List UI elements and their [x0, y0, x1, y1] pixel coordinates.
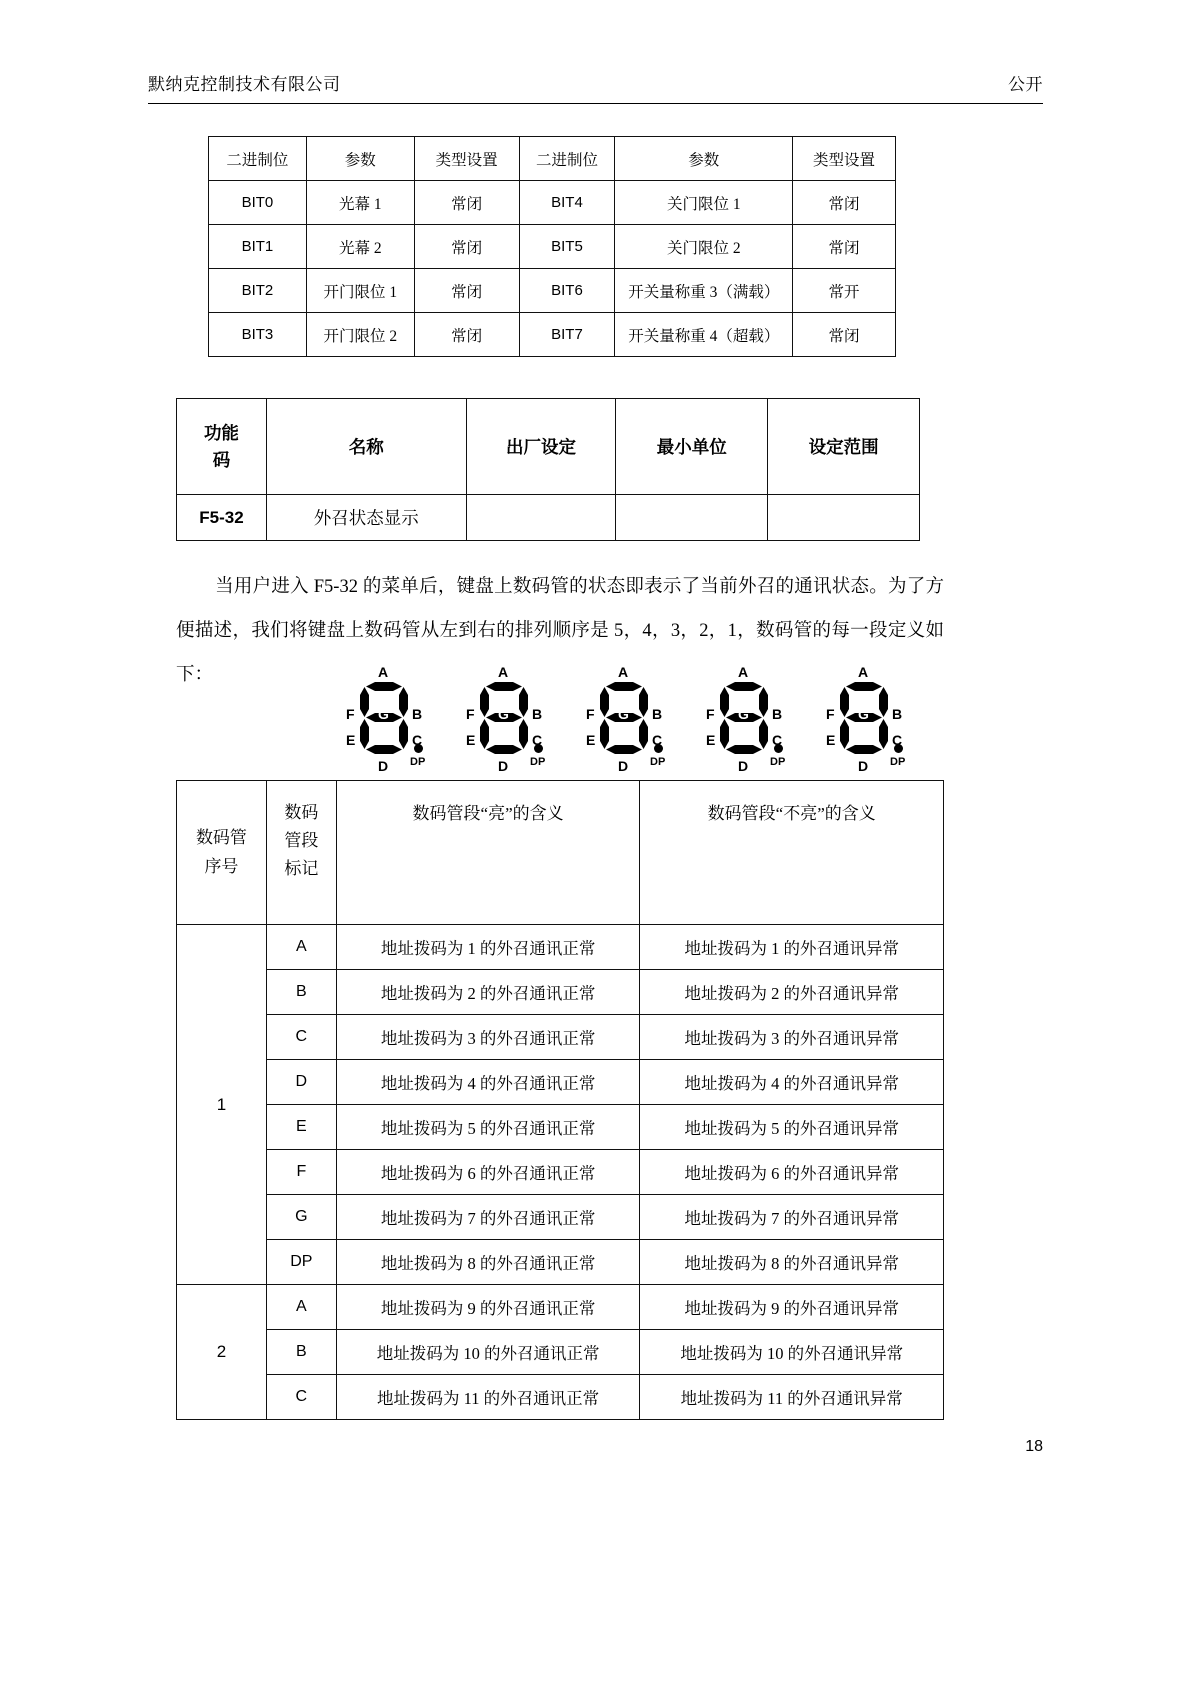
- table-row: [177, 1015, 944, 1060]
- segment-b-icon: [399, 687, 408, 717]
- header-classification: 公开: [1008, 75, 1043, 94]
- segment-d-icon: [606, 745, 642, 754]
- segment-f-icon: [480, 687, 489, 717]
- segment-label-a: A: [618, 664, 629, 680]
- bit-type: 常闭: [793, 225, 896, 269]
- segment-label-e: E: [586, 732, 596, 748]
- seven-segment-digit-1: [820, 662, 912, 774]
- segment-d-icon: [846, 745, 882, 754]
- function-code-factory-default: [466, 495, 616, 541]
- page-number: 18: [1025, 1438, 1043, 1455]
- bit-id: BIT1: [209, 225, 307, 269]
- segment-f-icon: [840, 687, 849, 717]
- segment-label-g: G: [618, 706, 629, 722]
- bit-table: [208, 136, 896, 357]
- col-header-segment-on: 数码管段“亮”的含义: [336, 781, 640, 925]
- bit-parameter: 光幕 2: [306, 225, 414, 269]
- segment-label-d: D: [498, 758, 509, 774]
- table-row: [177, 1060, 944, 1105]
- segment-label-b: B: [412, 706, 423, 722]
- header-divider: [148, 103, 1043, 104]
- segment-off-meaning: 地址拨码为 10 的外召通讯异常: [640, 1330, 944, 1375]
- col-header-unit: 最小单位: [616, 399, 768, 495]
- col-header-parameter-2: 参数: [615, 137, 793, 181]
- segment-c-icon: [519, 719, 528, 749]
- segment-f-icon: [600, 687, 609, 717]
- segment-label-g: G: [858, 706, 869, 722]
- segment-label-g: G: [498, 706, 509, 722]
- function-code-table-container: [176, 398, 920, 541]
- segment-f-icon: [360, 687, 369, 717]
- segment-on-meaning: 地址拨码为 4 的外召通讯正常: [336, 1060, 640, 1105]
- table-row: [177, 970, 944, 1015]
- segment-label-g: G: [378, 706, 389, 722]
- segment-a-icon: [606, 682, 642, 691]
- segment-d-icon: [726, 745, 762, 754]
- segment-d-icon: [366, 745, 402, 754]
- segment-label-d: D: [858, 758, 869, 774]
- segment-on-meaning: 地址拨码为 6 的外召通讯正常: [336, 1150, 640, 1195]
- col-header-segment-mark-line2: 管段: [284, 831, 319, 851]
- segment-label-d: D: [738, 758, 749, 774]
- segment-label-b: B: [532, 706, 543, 722]
- segment-label-dp: DP: [770, 756, 786, 768]
- segment-label-dp: DP: [410, 756, 426, 768]
- paragraph-text: 当用户进入 F5-32 的菜单后，键盘上数码管的状态即表示了当前外召的通讯状态。为了方便描述，我们将键盘上数码管从左到右的排列顺序是 5，4，3，2，1，数码管的每一段定义如下：: [176, 577, 944, 685]
- bit-type: 常闭: [414, 269, 519, 313]
- segment-mark: E: [266, 1105, 336, 1150]
- col-header-digit-index-line2: 序号: [204, 856, 239, 876]
- table-header-row: [177, 399, 920, 495]
- segment-off-meaning: 地址拨码为 9 的外召通讯异常: [640, 1285, 944, 1330]
- col-header-function-code: [177, 399, 267, 495]
- bit-parameter: 开门限位 2: [306, 313, 414, 357]
- segment-meaning-table: [176, 780, 944, 1420]
- segment-mark: B: [266, 1330, 336, 1375]
- col-header-factory: 出厂设定: [466, 399, 616, 495]
- segment-on-meaning: 地址拨码为 10 的外召通讯正常: [336, 1330, 640, 1375]
- bit-id: BIT5: [519, 225, 615, 269]
- segment-off-meaning: 地址拨码为 8 的外召通讯异常: [640, 1240, 944, 1285]
- seven-segment-digit-3: [580, 662, 672, 774]
- bit-id: BIT6: [519, 269, 615, 313]
- segment-off-meaning: 地址拨码为 7 的外召通讯异常: [640, 1195, 944, 1240]
- segment-a-icon: [486, 682, 522, 691]
- segment-off-meaning: 地址拨码为 5 的外召通讯异常: [640, 1105, 944, 1150]
- segment-mark: A: [266, 1285, 336, 1330]
- table-header-row: [209, 137, 896, 181]
- col-header-digit-index: [177, 781, 267, 925]
- segment-meaning-table-container: [176, 780, 944, 1420]
- segment-mark: B: [266, 970, 336, 1015]
- col-header-function-code-line2: 码: [212, 449, 231, 470]
- digit-index-cell: 2: [177, 1285, 267, 1420]
- bit-parameter: 开关量称重 3（满载）: [615, 269, 793, 313]
- segment-e-icon: [840, 719, 849, 749]
- table-row: [177, 1330, 944, 1375]
- segment-label-c: C: [412, 732, 423, 748]
- segment-f-icon: [720, 687, 729, 717]
- table-row: [209, 181, 896, 225]
- segment-b-icon: [639, 687, 648, 717]
- segment-label-c: C: [892, 732, 903, 748]
- table-row: [177, 1375, 944, 1420]
- segment-off-meaning: 地址拨码为 4 的外召通讯异常: [640, 1060, 944, 1105]
- segment-e-icon: [720, 719, 729, 749]
- table-row: [177, 495, 920, 541]
- table-row: [177, 1150, 944, 1195]
- segment-mark: G: [266, 1195, 336, 1240]
- bit-parameter: 关门限位 1: [615, 181, 793, 225]
- seven-segment-digit-4: [460, 662, 552, 774]
- segment-off-meaning: 地址拨码为 1 的外召通讯异常: [640, 925, 944, 970]
- segment-c-icon: [639, 719, 648, 749]
- col-header-segment-off: 数码管段“不亮”的含义: [640, 781, 944, 925]
- segment-on-meaning: 地址拨码为 5 的外召通讯正常: [336, 1105, 640, 1150]
- segment-label-c: C: [772, 732, 783, 748]
- segment-b-icon: [879, 687, 888, 717]
- bit-type: 常闭: [414, 313, 519, 357]
- table-row: [209, 269, 896, 313]
- table-row: [177, 1285, 944, 1330]
- col-header-segment-mark: [266, 781, 336, 925]
- segment-label-e: E: [466, 732, 476, 748]
- function-code-setting-range: [768, 495, 920, 541]
- function-code-table: [176, 398, 920, 541]
- segment-off-meaning: 地址拨码为 2 的外召通讯异常: [640, 970, 944, 1015]
- col-header-segment-mark-line1: 数码: [284, 803, 319, 822]
- bit-id: BIT4: [519, 181, 615, 225]
- segment-label-e: E: [346, 732, 356, 748]
- col-header-segment-mark-line3: 标记: [284, 859, 319, 879]
- segment-label-b: B: [892, 706, 903, 722]
- segment-a-icon: [726, 682, 762, 691]
- segment-a-icon: [846, 682, 882, 691]
- segment-off-meaning: 地址拨码为 11 的外召通讯异常: [640, 1375, 944, 1420]
- col-header-function-code-line1: 功能: [203, 423, 239, 444]
- segment-on-meaning: 地址拨码为 9 的外召通讯正常: [336, 1285, 640, 1330]
- segment-e-icon: [360, 719, 369, 749]
- bit-parameter: 关门限位 2: [615, 225, 793, 269]
- segment-on-meaning: 地址拨码为 7 的外召通讯正常: [336, 1195, 640, 1240]
- segment-label-d: D: [618, 758, 629, 774]
- segment-c-icon: [399, 719, 408, 749]
- segment-mark: C: [266, 1375, 336, 1420]
- segment-label-dp: DP: [650, 756, 666, 768]
- seven-segment-diagram: [340, 662, 912, 774]
- seven-segment-digit-5: [340, 662, 432, 774]
- bit-type: 常闭: [414, 181, 519, 225]
- segment-label-f: F: [586, 706, 595, 722]
- segment-mark: F: [266, 1150, 336, 1195]
- segment-label-c: C: [532, 732, 543, 748]
- function-code-name: 外召状态显示: [266, 495, 466, 541]
- col-header-binary-bit-1: 二进制位: [209, 137, 307, 181]
- bit-type: 常闭: [793, 313, 896, 357]
- table-row: [209, 313, 896, 357]
- segment-a-icon: [366, 682, 402, 691]
- digit-index-cell: 1: [177, 925, 267, 1285]
- segment-on-meaning: 地址拨码为 11 的外召通讯正常: [336, 1375, 640, 1420]
- table-row: [177, 925, 944, 970]
- segment-on-meaning: 地址拨码为 3 的外召通讯正常: [336, 1015, 640, 1060]
- segment-label-e: E: [706, 732, 716, 748]
- segment-label-a: A: [498, 664, 509, 680]
- bit-id: BIT0: [209, 181, 307, 225]
- segment-label-dp: DP: [890, 756, 906, 768]
- segment-label-a: A: [858, 664, 869, 680]
- table-row: [209, 225, 896, 269]
- col-header-binary-bit-2: 二进制位: [519, 137, 615, 181]
- segment-on-meaning: 地址拨码为 1 的外召通讯正常: [336, 925, 640, 970]
- segment-on-meaning: 地址拨码为 8 的外召通讯正常: [336, 1240, 640, 1285]
- seven-segment-digit-2: [700, 662, 792, 774]
- col-header-name: 名称: [266, 399, 466, 495]
- segment-label-a: A: [738, 664, 749, 680]
- table-row: [177, 1105, 944, 1150]
- segment-label-a: A: [378, 664, 389, 680]
- bit-parameter: 光幕 1: [306, 181, 414, 225]
- table-row: [177, 1240, 944, 1285]
- segment-mark: A: [266, 925, 336, 970]
- segment-off-meaning: 地址拨码为 6 的外召通讯异常: [640, 1150, 944, 1195]
- segment-mark: C: [266, 1015, 336, 1060]
- col-header-digit-index-line1: 数码管: [195, 828, 247, 848]
- segment-label-f: F: [706, 706, 715, 722]
- bit-parameter: 开门限位 1: [306, 269, 414, 313]
- segment-label-b: B: [772, 706, 783, 722]
- segment-label-g: G: [738, 706, 749, 722]
- function-code-min-unit: [616, 495, 768, 541]
- col-header-parameter-1: 参数: [306, 137, 414, 181]
- segment-c-icon: [759, 719, 768, 749]
- segment-b-icon: [519, 687, 528, 717]
- col-header-type-setting-2: 类型设置: [793, 137, 896, 181]
- segment-label-f: F: [346, 706, 355, 722]
- col-header-type-setting-1: 类型设置: [414, 137, 519, 181]
- segment-label-c: C: [652, 732, 663, 748]
- page-header: [148, 70, 1043, 95]
- bit-type: 常闭: [793, 181, 896, 225]
- segment-label-e: E: [826, 732, 836, 748]
- segment-label-b: B: [652, 706, 663, 722]
- segment-label-d: D: [378, 758, 389, 774]
- segment-off-meaning: 地址拨码为 3 的外召通讯异常: [640, 1015, 944, 1060]
- bit-id: BIT2: [209, 269, 307, 313]
- table-header-row: [177, 781, 944, 925]
- segment-label-f: F: [826, 706, 835, 722]
- bit-type: 常开: [793, 269, 896, 313]
- col-header-range: 设定范围: [768, 399, 920, 495]
- segment-label-dp: DP: [530, 756, 546, 768]
- segment-d-icon: [486, 745, 522, 754]
- bit-parameter: 开关量称重 4（超载）: [615, 313, 793, 357]
- bit-type: 常闭: [414, 225, 519, 269]
- bit-id: BIT3: [209, 313, 307, 357]
- bit-table-container: [208, 136, 896, 357]
- segment-e-icon: [600, 719, 609, 749]
- function-code-value: F5-32: [177, 495, 267, 541]
- segment-b-icon: [759, 687, 768, 717]
- segment-on-meaning: 地址拨码为 2 的外召通讯正常: [336, 970, 640, 1015]
- segment-mark: DP: [266, 1240, 336, 1285]
- segment-c-icon: [879, 719, 888, 749]
- bit-id: BIT7: [519, 313, 615, 357]
- segment-e-icon: [480, 719, 489, 749]
- segment-label-f: F: [466, 706, 475, 722]
- header-company: 默纳克控制技术有限公司: [148, 75, 341, 94]
- segment-mark: D: [266, 1060, 336, 1105]
- table-row: [177, 1195, 944, 1240]
